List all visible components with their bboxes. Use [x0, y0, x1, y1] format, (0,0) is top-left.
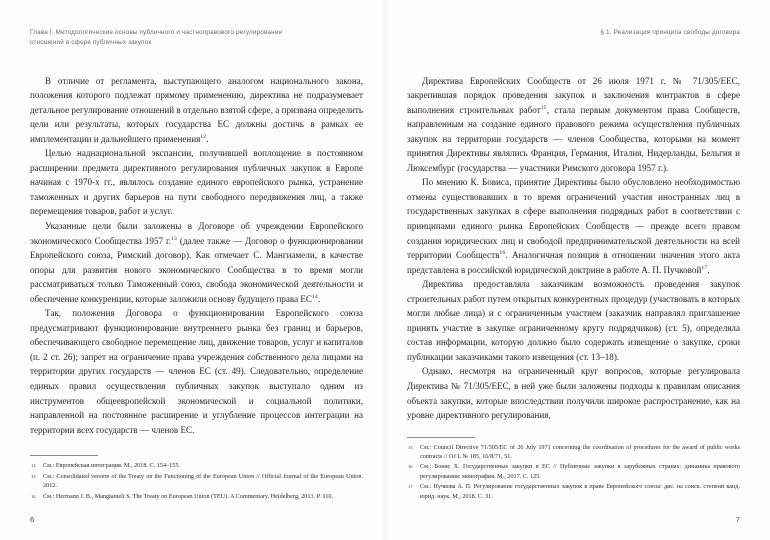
- footnote-text: См.: Бовис Х. Государственные закупки в ЕС // Публичные закупки в зарубежных странах: динамика правового регулирования: монография. М., 2017. С. 125.: [420, 463, 740, 480]
- footnote-text: См.: Council Directive 71/305/EC of 26 July 1971 concerning the coordination of procedures for the award of public works contracts // OJ L № 185, 16/8/71, 51.: [420, 443, 740, 460]
- running-head-line-2: отношений в сфере публичных закупок: [30, 38, 152, 46]
- footnote-item: [30, 472, 363, 491]
- footnote-item: [407, 462, 740, 481]
- paragraph-text: Директива предоставляла заказчикам возможность проведения закупок строительных работ путем открытых конкурентных процедур (участвовать в которых могли любые лица) и с ограниченным участием (заказчик направлял приглашение принять участие в закупке ограниченному кругу подрядчиков) (ст. 5), определяла состав информации, которую должно было содержать извещение о закупке, сроки публикации заказчиками такого извещения (ст. 13–18).: [407, 279, 740, 362]
- body-column-left: [30, 74, 363, 438]
- paragraph-text: По мнению К. Бовиса, принятие Директивы было обусловлено необходимостью отмены существовавших в то время ограничений участия иностранных лиц в государственных закупках в сфере выполнения подрядных работ в соответствии с принципами единого рынка Европейских Сообществ — прежде всего правом создания юридических лиц и свободой предпринимательской деятельности на всей территории Сообществ: [407, 177, 740, 261]
- footnote-item: [407, 482, 740, 501]
- paragraph: [30, 306, 363, 437]
- paragraph: [30, 146, 363, 219]
- paragraph-tail: , стала первым документом права Сообществ, направленным на создание единого правового режима осуществления публичных закупок на территории государств — членов Сообщества, которыми на момент принятия Директивы являлись Франция, Германия, Италия, Нидерланды, Бельгия и Люксембург (государства — участники Римского договора 1957 г.).: [407, 104, 740, 173]
- paragraph-text: Указанные цели были заложены в Договоре об учреждении Европейского экономического Сообщества 1957 г.: [30, 220, 363, 246]
- running-head-line-2: [407, 38, 740, 48]
- footnote-number: 16: [408, 464, 413, 470]
- footnote-number: 12: [31, 463, 36, 469]
- paragraph-tail-2: .: [318, 293, 321, 304]
- body-column-right: [407, 74, 740, 423]
- paragraph: [30, 74, 363, 147]
- running-head-line-1: § 1. Реализация принципа свободы договора: [600, 29, 740, 36]
- footnote-text: См.: Европейская интеграция. М., 2018. С. 154–155.: [43, 462, 180, 470]
- footnote-number: 15: [408, 444, 413, 450]
- footnote-ref[interactable]: 17: [701, 264, 708, 271]
- paragraph: [30, 219, 363, 306]
- footnote-ref[interactable]: 16: [499, 250, 506, 257]
- footnote-ref[interactable]: 12: [200, 133, 207, 140]
- paragraph-text: Целью наднациональной экспансии, получившей воплощение в постоянном расширении предмета директивного регулирования публичных закупок в Европе начиная с 1970-х гг., являлось создание единого европейского рынка, устранение таможенных и других барьеров на пути свободного передвижения лиц, а также перемещения товаров, работ и услуг.: [30, 148, 363, 217]
- footnote-number: 17: [408, 484, 413, 490]
- footnote-number: 14: [31, 493, 36, 499]
- paragraph-tail-2: .: [707, 264, 710, 275]
- paragraph-text: В отличие от регламента, выступающего аналогом национального закона, положения которого подлежат прямому применению, директива не подразумевает детальное регулирование отношений в отдельно взятой сфере, а призвана определить цели или результаты, которых государства ЕС должны достичь в рамках ее имплементации и дальнейшего применения: [30, 75, 363, 144]
- paragraph-tail: . Аналогичная позиция в отношении значения этого акта представлена в российской юридической доктрине в работе А. П. Пучковой: [407, 250, 740, 275]
- page-number-right: 7: [735, 515, 740, 524]
- footnote-number: 13: [31, 473, 36, 479]
- running-head-line-1: Глава I. Методологические основы публичного и частноправового регулирования: [30, 29, 283, 36]
- paragraph: [407, 175, 740, 277]
- footnote-separator-rule: [30, 455, 98, 456]
- page-right: [385, 0, 770, 540]
- footnote-text: См.: Hermann J. B., Mangiameli S. The Treaty on European Union (TEU). A Commentary. Heidelberg, 2013. P. 110.: [43, 492, 334, 500]
- footnote-ref[interactable]: 15: [540, 104, 547, 111]
- paragraph: [407, 277, 740, 364]
- footnote-text: См.: Пучкова А. П. Регулирование государственных закупок в праве Европейского союза: дис. на соиск. степени канд. юрид. наук. М., 2018. С. 31.: [420, 483, 740, 500]
- paragraph-tail: (далее также — Договор о функционировании Европейского союза, Римский договор). Как отмечает С. Мангиамели, в качестве опоры для развития нового экономического Сообщества в то время могли рассматриваться только Таможенный союз, свобода экономической деятельности и обеспечение конкуренции, которые заложили основу будущего права ЕС: [30, 235, 363, 304]
- footnote-separator-rule: [407, 437, 475, 438]
- running-head-right: [407, 28, 740, 48]
- footnotes-right: [407, 437, 740, 502]
- running-head-left: [30, 28, 363, 48]
- paragraph-text: Директива Европейских Сообществ от 26 июля 1971 г. № 71/305/ЕЕС, закрепившая порядок проведения закупок и заключения контрактов в сфере выполнения строительных работ: [407, 75, 740, 115]
- footnote-item: [30, 492, 363, 501]
- footnote-text: См.: Consolidated version of the Treaty on the Functioning of the European Union // Official Journal of the European Union. 2012.: [43, 472, 363, 490]
- paragraph-tail: .: [206, 133, 209, 144]
- footnotes-left: [30, 455, 363, 502]
- page-number-left: 6: [30, 515, 35, 524]
- paragraph-text: Так, положения Договора о функционировании Европейского союза предусматривают функционирование внутреннего рынка без границ и барьеров, обеспечивающего свободное перемещение лиц, движение товаров, услуг и капиталов (п. 2 ст. 26); запрет на ограничение права учреждения собственного дела лицами на территории других государств — членов ЕС (ст. 49). Следовательно, определение единых правил осуществления публичных закупок выступало одним из инструментов общеевропейской экономической и социальной политики, направленной на постоянное расширение и углубление процессов интеграции на территории всех государств — членов ЕС.: [30, 308, 363, 435]
- paragraph-text: Однако, несмотря на ограниченный круг вопросов, которые регулировала Директива № 71/305/ЕЕС, в ней уже были заложены подходы к правилам описания объекта закупки, которые впоследствии получили широкое распространение, как на уровне директивного регулирования,: [407, 366, 740, 421]
- paragraph: [407, 364, 740, 422]
- paragraph: [407, 74, 740, 176]
- footnote-ref[interactable]: 13: [170, 235, 177, 242]
- footnote-item: [407, 443, 740, 462]
- footnote-ref[interactable]: 14: [312, 293, 318, 300]
- footnote-item: [30, 461, 363, 470]
